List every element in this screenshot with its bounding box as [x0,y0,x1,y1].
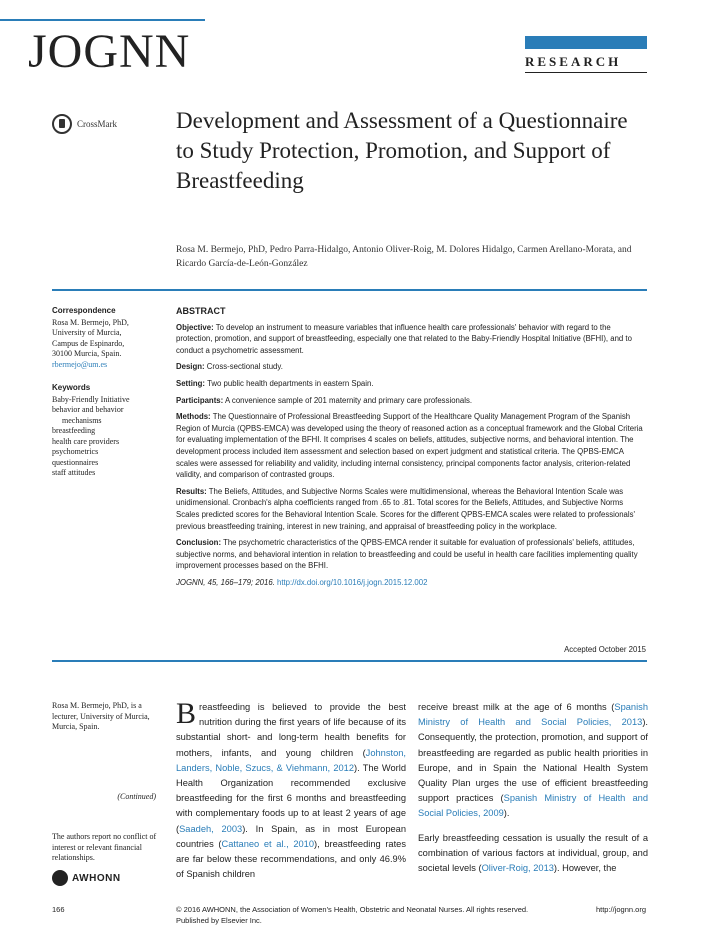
correspondence-email-link[interactable]: rbermejo@um.es [52,359,108,369]
body-column-1 [176,697,407,891]
correspondence-line: Campus de Espinardo, [52,338,125,348]
author-bio: Rosa M. Bermejo, PhD, is a lecturer, University of Murcia, Murcia, Spain. [52,701,150,731]
journal-logo: JOGNN [28,25,191,78]
abstract-setting [176,378,646,390]
keywords-heading: Keywords [52,383,91,392]
awhonn-icon [52,870,68,886]
footer-url[interactable]: http://jognn.org [595,905,646,914]
abstract-block [176,306,646,593]
body-column-2 [418,700,648,885]
publisher-text: Published by Elsevier Inc. [176,915,262,925]
article-authors: Rosa M. Bermejo, PhD, Pedro Parra-Hidalgo, Antonio Oliver-Roig, M. Dolores Hidalgo, Carmen Arellano-Morata, and Ricardo García-de-León-González [176,245,632,269]
section-accent-bar [525,36,647,49]
body-text: ). The World Health Organization recommended exclusive breastfeeding for the first 6 months and breastfeeding with complementary foods up to at least 2 years of age ( [176,762,406,834]
keyword-item: breastfeeding [52,426,96,435]
correspondence-block [52,306,162,370]
body-text: ). [503,808,510,819]
doi-link[interactable]: http://dx.doi.org/10.1016/j.jogn.2015.12.002 [277,577,428,587]
design-label: Design: [176,362,205,372]
body-paragraph [418,700,648,822]
body-paragraph [176,697,407,882]
reference-link[interactable]: Spanish Ministry of Health and Social Policies, 2013 [418,702,648,728]
keyword-item: health care providers [52,436,120,446]
setting-label: Setting: [176,378,206,388]
reference-link[interactable]: Saadeh, 2003 [179,823,243,834]
correspondence-line: University of Murcia, [52,328,122,337]
abstract-citation [176,577,646,589]
keyword-item: psychometrics [52,447,99,456]
conflict-statement: The authors report no conflict of interest or relevant financial relationships. [52,832,157,862]
reference-link[interactable]: Cattaneo et al., 2010 [221,838,315,849]
results-text: The Beliefs, Attitudes, and Subjective Norms Scales were multidimensional, whereas the Behavioral Intention Scale was unidimensional. Cronbach's alpha coefficients ranged from .65 to .81. Total scores for the Beliefs, Attitudes, and Subjective Norms Scales predicted scores for the Behavioral Intention Scale. Scores for the different QPBS-EMCA scales were related to professionals' previous breastfeeding training, interest in new training, and appraisal of breastfeeding policy in the workplace. [176,486,635,531]
body-text: Early breastfeeding cessation is usually the result of a combination of various factors at individual, group, and societal levels ( [418,832,648,874]
section-divider [52,289,647,291]
keywords-block [52,383,162,479]
abstract-conclusion [176,537,646,572]
abstract-design [176,361,646,373]
abstract-heading: ABSTRACT [176,306,226,316]
correspondence-line: 30100 Murcia, Spain. [52,349,122,358]
objective-label: Objective: [176,322,214,332]
awhonn-label: AWHONN [72,872,121,884]
citation-text: JOGNN, 45, 166–179; 2016. [176,577,275,587]
abstract-objective [176,322,646,357]
accepted-date: Accepted October 2015 [564,645,646,654]
correspondence-heading: Correspondence [52,306,116,315]
methods-text: The Questionnaire of Professional Breastfeeding Support of the Healthcare Quality Management Program of the Spanish Region of Murcia (QPBS-EMCA) was developed using the theory of reasoned action as a conceptual framework and the Global Criteria for evaluating implementation of the BFHI. It comprises 4 scales on beliefs, attitudes, subjective norms, and behavioral intention. The development process included item assessment and selection based on expert judgment and statistical criteria. The QPBS-EMCA scales were assessed for reliability and validity, including internal consistency, principal components factor analysis, criterion-related validity, and comparison of contrasted groups. [176,412,643,480]
conclusion-text: The psychometric characteristics of the QPBS-EMCA render it suitable for evaluation of professionals' beliefs, attitudes, subjective norms, and behavioral intention in relation to breastfeeding and could be useful in health care facilities implementing quality improvement processes based on the BFHI. [176,538,638,571]
body-paragraph [418,831,648,877]
methods-label: Methods: [176,412,211,422]
footer-copyright [176,905,646,926]
body-text: ). In Spain, as in most European countries ( [176,823,407,849]
reference-link[interactable]: Oliver-Roig, 2013 [481,863,554,874]
body-text: ), breastfeeding rates are far below these recommendations, and only 46.9% of Spanish children [176,838,407,880]
participants-text: A convenience sample of 201 maternity and primary care professionals. [224,395,473,405]
crossmark-badge[interactable] [52,114,117,134]
abstract-methods [176,411,646,481]
results-label: Results: [176,486,207,496]
crossmark-label: CrossMark [77,119,117,129]
crossmark-icon [52,114,72,134]
keyword-item: Baby-Friendly Initiative [52,394,130,404]
reference-link[interactable]: Johnston, Landers, Noble, Szucs, & Viehmann, 2012 [176,747,406,773]
reference-link[interactable]: Spanish Ministry of Health and Social Policies, 2009 [418,793,648,819]
abstract-results [176,486,646,532]
body-text: reastfeeding is believed to provide the best nutrition during the first years of life because of its substantial short- and long-term health benefits for mothers, infants, and young children ( [176,702,406,758]
correspondence-line: Rosa M. Bermejo, PhD, [52,317,129,327]
body-text: ). Consequently, the protection, promotion, and support of breastfeeding are regarded as public health priorities in Europe, and in Spain the National Health System Quality Plan urges the use of efficient breastfeeding support practices ( [418,717,648,804]
keyword-item: behavior and behavior [52,405,124,414]
abstract-participants [176,395,646,407]
body-text: receive breast milk at the age of 6 months ( [418,702,615,712]
body-text: ). However, the [553,863,617,874]
continued-note: (Continued) [117,792,156,801]
body-divider [52,660,647,662]
keyword-item: staff attitudes [52,468,96,477]
conclusion-label: Conclusion: [176,538,222,548]
awhonn-logo [52,870,121,886]
article-title: Development and Assessment of a Questionnaire to Study Protection, Promotion, and Support of Breastfeeding [176,108,628,193]
drop-cap: B [176,697,197,730]
keyword-item: mechanisms [62,415,102,425]
page-number: 166 [52,905,65,914]
design-text: Cross-sectional study. [206,362,283,372]
participants-label: Participants: [176,395,224,405]
top-accent-rule [0,19,205,21]
copyright-text: © 2016 AWHONN, the Association of Women's Health, Obstetric and Neonatal Nurses. All rights reserved. [176,905,529,914]
section-label [525,54,647,70]
setting-text: Two public health departments in eastern Spain. [207,378,374,388]
section-rule [525,72,647,73]
keyword-item: questionnaires [52,457,99,467]
section-label-text: RESEARCH [525,54,622,69]
objective-text: To develop an instrument to measure variables that influence health care professionals' behavior with regard to the protection, promotion, and support of breastfeeding, especially one that related to the Baby-Friendly Hospital Initiative (BFHI), and to conduct a psychometric assessment. [176,322,632,355]
